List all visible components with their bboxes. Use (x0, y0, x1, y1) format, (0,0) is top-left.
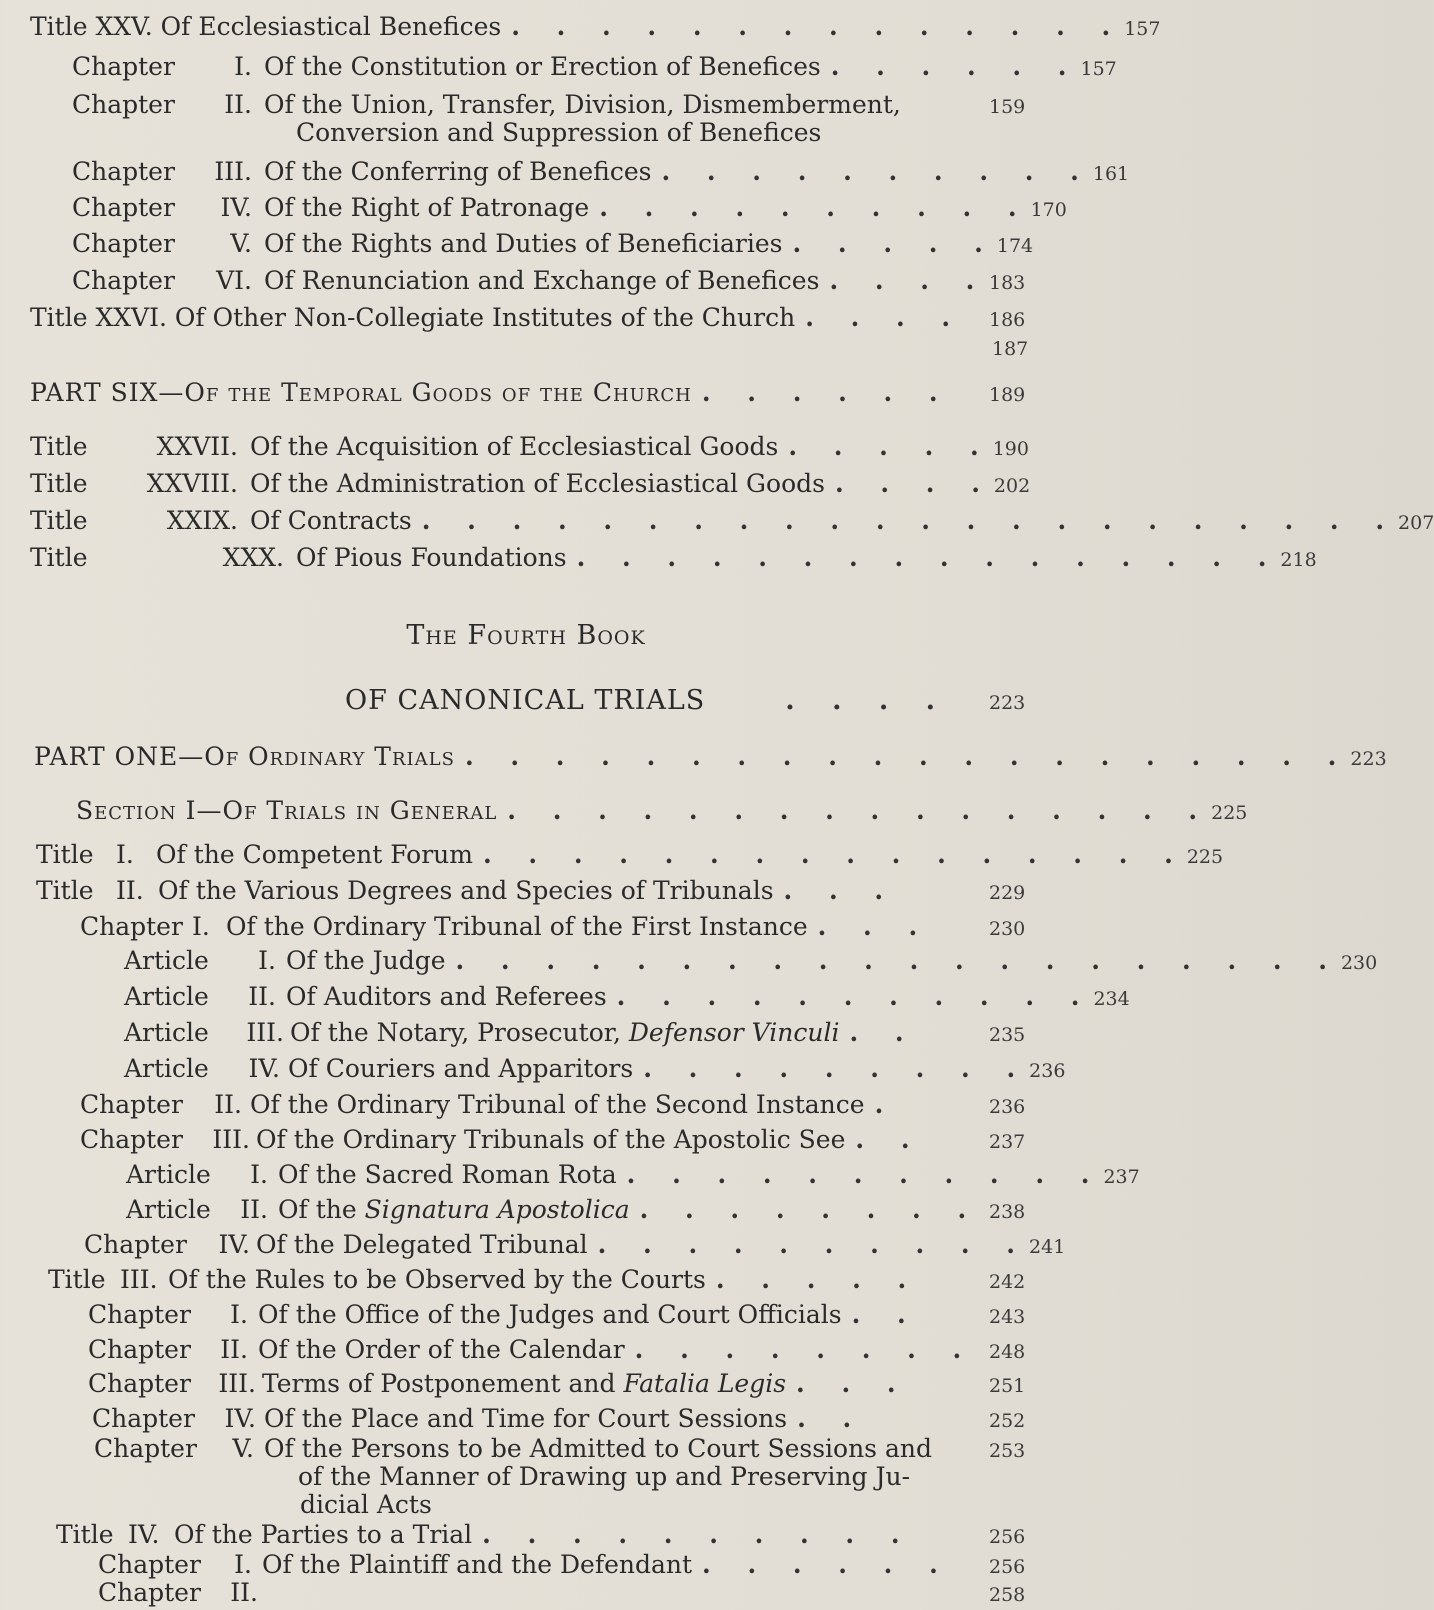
entry-title-continuation: dicial Acts (300, 1490, 432, 1519)
entry-page: 170 (1030, 199, 1067, 221)
toc-entry (30, 432, 1029, 464)
entry-number: VI. (216, 266, 252, 295)
entry-label: Chapter (72, 157, 175, 186)
entry-page: 223 (989, 692, 1026, 714)
entry-page: 186 (989, 309, 1026, 331)
dot-leader: . . . (783, 876, 898, 905)
entry-page: 230 (1340, 952, 1378, 974)
dot-leader: . . . . . . . . . . . . . . . . (507, 796, 1212, 825)
toc-entry (124, 1054, 1066, 1086)
entry-title-continuation: Conversion and Suppression of Benefices (296, 118, 822, 147)
entry-title: Of the Constitution or Erection of Benefices (264, 52, 821, 81)
entry-title: Of Other Non-Collegiate Institutes of the Church (174, 303, 796, 332)
toc-entry (124, 982, 1130, 1014)
entry-title: Of the Rights and Duties of Beneficiaries (264, 229, 783, 258)
entry-label: Chapter (72, 90, 175, 119)
entry-label: Chapter (72, 193, 175, 222)
entry-label: Chapter (80, 912, 183, 941)
dot-leader: . . . . . . . . . . (661, 157, 1093, 186)
entry-title: Of the Delegated Tribunal (256, 1230, 588, 1259)
entry-label: Chapter (80, 1125, 183, 1154)
entry-page: 225 (1211, 802, 1248, 824)
entry-label: Chapter (98, 1550, 201, 1579)
entry-page: 251 (989, 1375, 1026, 1397)
entry-page: 248 (989, 1341, 1026, 1363)
dot-leader: . . . . . . . . . . . . . . . . . . . . . . (421, 506, 1399, 535)
toc-entry (30, 506, 1434, 538)
entry-title: Of the Acquisition of Ecclesiastical Goods (250, 432, 779, 461)
entry-number: II. (240, 1195, 268, 1224)
entry-page: 243 (989, 1306, 1026, 1328)
entry-page: 230 (989, 918, 1026, 940)
entry-title-italic: Fatalia Legis (623, 1369, 787, 1398)
entry-title-italic: Signatura Apostolica (364, 1195, 630, 1224)
toc-entry (30, 469, 1031, 501)
part-heading: PART ONE—Of Ordinary Trials (34, 742, 455, 771)
book-subheading-row (345, 686, 1025, 718)
entry-page: 235 (989, 1024, 1026, 1046)
entry-title: Of the Competent Forum (156, 840, 473, 869)
entry-number: IV. (220, 193, 252, 222)
dot-leader: . . . . . . . . . . . . . . . . (483, 840, 1187, 869)
dot-leader: . . (855, 1125, 924, 1154)
entry-title: Of the Order of the Calendar (258, 1335, 625, 1364)
entry-label: Title (36, 876, 94, 905)
entry-page: 157 (1124, 18, 1161, 40)
toc-entry (88, 1300, 1025, 1332)
entry-label: Chapter (72, 52, 175, 81)
entry-page: 253 (989, 1440, 1026, 1462)
entry-page: 187 (992, 338, 1029, 360)
toc-entry (72, 229, 1034, 261)
entry-label: Chapter (94, 1434, 197, 1463)
entry-page: 218 (1280, 549, 1317, 571)
dot-leader: . . . . (829, 266, 989, 295)
dot-leader: . . . . . . . . . . (599, 193, 1031, 222)
dot-leader: . . . . . . . . . (643, 1054, 1030, 1083)
entry-page: 237 (989, 1131, 1026, 1153)
entry-label: Article (126, 1195, 211, 1224)
toc-entry (72, 52, 1117, 84)
entry-title: Of the Office of the Judges and Court Officials (258, 1300, 842, 1329)
entry-page: 157 (1080, 58, 1117, 80)
entry-title: Of the Place and Time for Court Sessions (264, 1404, 788, 1433)
entry-page: 207 (1398, 512, 1434, 534)
entry-label: Chapter (98, 1578, 201, 1607)
entry-title: Of the Ordinary Tribunal of the First Instance (226, 912, 808, 941)
dot-leader: . . . . . . . . . . . (616, 982, 1094, 1011)
dot-leader: . . . . . (715, 1265, 921, 1294)
entry-number: III. (212, 1125, 250, 1154)
entry-number: II. (214, 1090, 242, 1119)
entry-page: 159 (989, 96, 1026, 118)
entry-label: Article (124, 1018, 209, 1047)
entry-page: 202 (993, 475, 1031, 497)
entry-label: Chapter (88, 1300, 191, 1329)
entry-title: Of Renunciation and Exchange of Benefices (264, 266, 820, 295)
toc-entry (80, 912, 1025, 944)
toc-entry (98, 1578, 1025, 1610)
entry-label: Chapter (72, 229, 175, 258)
dot-leader: . . . . . (788, 432, 993, 461)
entry-title: Of the Rules to be Observed by the Courts (168, 1265, 706, 1294)
toc-entry (30, 303, 1025, 335)
entry-label: Title (30, 469, 88, 498)
entry-title: Of the Plaintiff and the Defendant (262, 1550, 693, 1579)
toc-entry (124, 946, 1378, 978)
entry-label: Title (30, 543, 88, 572)
entry-number: III. (214, 157, 252, 186)
entry-number: I. (116, 840, 134, 869)
entry-number: IV. (218, 1230, 250, 1259)
entry-label: Article (124, 1054, 209, 1083)
entry-title: Of Contracts (250, 506, 412, 535)
entry-page: 237 (1103, 1166, 1140, 1188)
toc-entry (56, 1520, 1025, 1552)
entry-label: Chapter (84, 1230, 187, 1259)
entry-title: Of the Parties to a Trial (174, 1520, 473, 1549)
entry-page: 241 (1029, 1236, 1066, 1258)
entry-page: 183 (989, 272, 1026, 294)
dot-leader: . . . . . . . . (634, 1335, 976, 1364)
entry-title: Of the Administration of Ecclesiastical Goods (250, 469, 825, 498)
entry-label: Title (48, 1265, 106, 1294)
entry-page: 161 (1092, 163, 1130, 185)
entry-number: II. (220, 1335, 248, 1364)
entry-number: I. (234, 1550, 252, 1579)
entry-number: II. (116, 876, 144, 905)
entry-title: Of the Conferring of Benefices (264, 157, 652, 186)
entry-title-continuation: of the Manner of Drawing up and Preserving Ju- (298, 1462, 911, 1491)
entry-number: I. (258, 946, 276, 975)
entry-label: Article (126, 1160, 211, 1189)
entry-title: Of the Judge (286, 946, 446, 975)
toc-entry (126, 1160, 1140, 1192)
entry-page: 252 (989, 1410, 1026, 1432)
dot-leader: . . . . (785, 685, 950, 716)
entry-page: 256 (989, 1556, 1026, 1578)
toc-entry (48, 1265, 1025, 1297)
toc-entry (124, 1018, 1025, 1050)
part-heading-row (30, 378, 1025, 410)
entry-page: 229 (989, 882, 1026, 904)
entry-title-italic: Defensor Vinculi (628, 1018, 840, 1047)
entry-title: Of Auditors and Referees (286, 982, 607, 1011)
entry-label: Title (36, 840, 94, 869)
dot-leader: . . . . . (792, 229, 997, 258)
toc-entry (30, 543, 1317, 575)
dot-leader: . . (797, 1404, 866, 1433)
entry-number: XXIX. (166, 506, 238, 535)
entry-page: 189 (989, 384, 1026, 406)
entry-label: Chapter (80, 1090, 183, 1119)
entry-page: 225 (1186, 846, 1224, 868)
book-heading: The Fourth Book (406, 620, 646, 651)
dot-leader: . . . . . . . . . . (597, 1230, 1030, 1259)
toc-entry (88, 1335, 1025, 1367)
book-subheading: OF CANONICAL TRIALS (345, 685, 706, 716)
entry-label: Title (56, 1520, 114, 1549)
entry-label: Chapter (72, 266, 175, 295)
entry-title: Of the (278, 1195, 357, 1224)
entry-label: Title (30, 506, 88, 535)
part-heading-row (34, 742, 1387, 774)
entry-number: II. (224, 90, 252, 119)
entry-label: Title XXVI. (30, 303, 167, 332)
entry-number: I. (192, 912, 210, 941)
toc-entry (36, 876, 1025, 908)
toc-entry (126, 1195, 1025, 1227)
dot-leader: . . . . (805, 303, 965, 332)
entry-title: Terms of Postponement and (262, 1369, 616, 1398)
entry-number: IV. (224, 1404, 256, 1433)
section-heading-row (76, 796, 1248, 828)
dot-leader: . . . (817, 912, 932, 941)
dot-leader: . . . . . . . . . . . . . . (511, 12, 1125, 41)
entry-number: IV. (128, 1520, 160, 1549)
entry-title: Of Pious Foundations (296, 543, 567, 572)
entry-label: Article (124, 982, 209, 1011)
entry-number: I. (234, 52, 252, 81)
entry-page: 236 (989, 1096, 1026, 1118)
toc-entry (72, 157, 1130, 189)
entry-page: 234 (1093, 988, 1130, 1010)
entry-page: 174 (996, 235, 1034, 257)
toc-entry (36, 840, 1224, 872)
dot-leader: . . . . . . (830, 52, 1081, 81)
dot-leader: . . . . . . (702, 1550, 952, 1579)
entry-number: I. (250, 1160, 268, 1189)
section-heading: Section I—Of Trials in General (76, 796, 498, 825)
dot-leader: . . . . (834, 469, 994, 498)
entry-number: II. (248, 982, 276, 1011)
dot-leader: . . . . . . . . . . (482, 1520, 914, 1549)
toc-entry (84, 1230, 1066, 1262)
entry-label: Title (30, 432, 88, 461)
entry-label: Chapter (88, 1335, 191, 1364)
entry-label: Chapter (92, 1404, 195, 1433)
entry-number: XXVII. (156, 432, 238, 461)
entry-page: 190 (992, 438, 1029, 460)
entry-title: Of the Notary, Prosecutor, (290, 1018, 621, 1047)
toc-entry (92, 1404, 1025, 1436)
entry-page: 258 (989, 1584, 1026, 1606)
dot-leader: . . . . . . . . (639, 1195, 981, 1224)
entry-number: XXVIII. (146, 469, 238, 498)
entry-title: Of the Union, Transfer, Division, Dismemberment, (264, 90, 901, 119)
entry-page: 242 (989, 1271, 1026, 1293)
dot-leader: . . . . . . . . . . . . . . . . (576, 543, 1281, 572)
entry-number: XXX. (222, 543, 284, 572)
entry-title: Of the Sacred Roman Rota (278, 1160, 617, 1189)
toc-entry (30, 12, 1161, 44)
dot-leader: . (874, 1090, 898, 1119)
entry-title: Of Couriers and Apparitors (288, 1054, 634, 1083)
toc-entry (80, 1125, 1025, 1157)
entry-label: Title XXV. (30, 12, 153, 41)
entry-number: III. (218, 1369, 256, 1398)
entry-page: 256 (989, 1526, 1026, 1548)
dot-leader: . . . . . . . . . . . . . . . . . . . . (464, 742, 1351, 771)
entry-number: V. (232, 1434, 254, 1463)
entry-title: Of the Ordinary Tribunal of the Second Instance (250, 1090, 865, 1119)
entry-page: 238 (989, 1201, 1026, 1223)
entry-title: Of the Right of Patronage (264, 193, 590, 222)
dot-leader: . . . (796, 1369, 910, 1398)
entry-title: Of the Various Degrees and Species of Tribunals (158, 876, 774, 905)
toc-entry (80, 1090, 1025, 1122)
entry-page: 223 (1350, 748, 1387, 770)
entry-title: Of the Ordinary Tribunals of the Apostolic See (256, 1125, 846, 1154)
entry-number: II. (230, 1578, 258, 1607)
dot-leader: . . . . . . . . . . . (626, 1160, 1104, 1189)
entry-number: III. (246, 1018, 284, 1047)
entry-number: I. (230, 1300, 248, 1329)
entry-number: IV. (248, 1054, 280, 1083)
entry-label: Article (124, 946, 209, 975)
entry-title: Of Ecclesiastical Benefices (160, 12, 502, 41)
dot-leader: . . . . . . (701, 378, 952, 407)
part-heading: PART SIX—Of the Temporal Goods of the Church (30, 378, 692, 407)
toc-entry (88, 1369, 1025, 1401)
entry-page: 236 (1029, 1060, 1066, 1082)
dot-leader: . . . . . . . . . . . . . . . . . . . . (455, 946, 1341, 975)
entry-number: V. (230, 229, 252, 258)
entry-label: Chapter (88, 1369, 191, 1398)
entry-title: Of the Persons to be Admitted to Court Sessions and (264, 1434, 932, 1463)
entry-number: III. (120, 1265, 158, 1294)
dot-leader: . . (849, 1018, 918, 1047)
toc-entry (72, 193, 1067, 225)
toc-entry (72, 266, 1025, 298)
dot-leader: . . (851, 1300, 920, 1329)
